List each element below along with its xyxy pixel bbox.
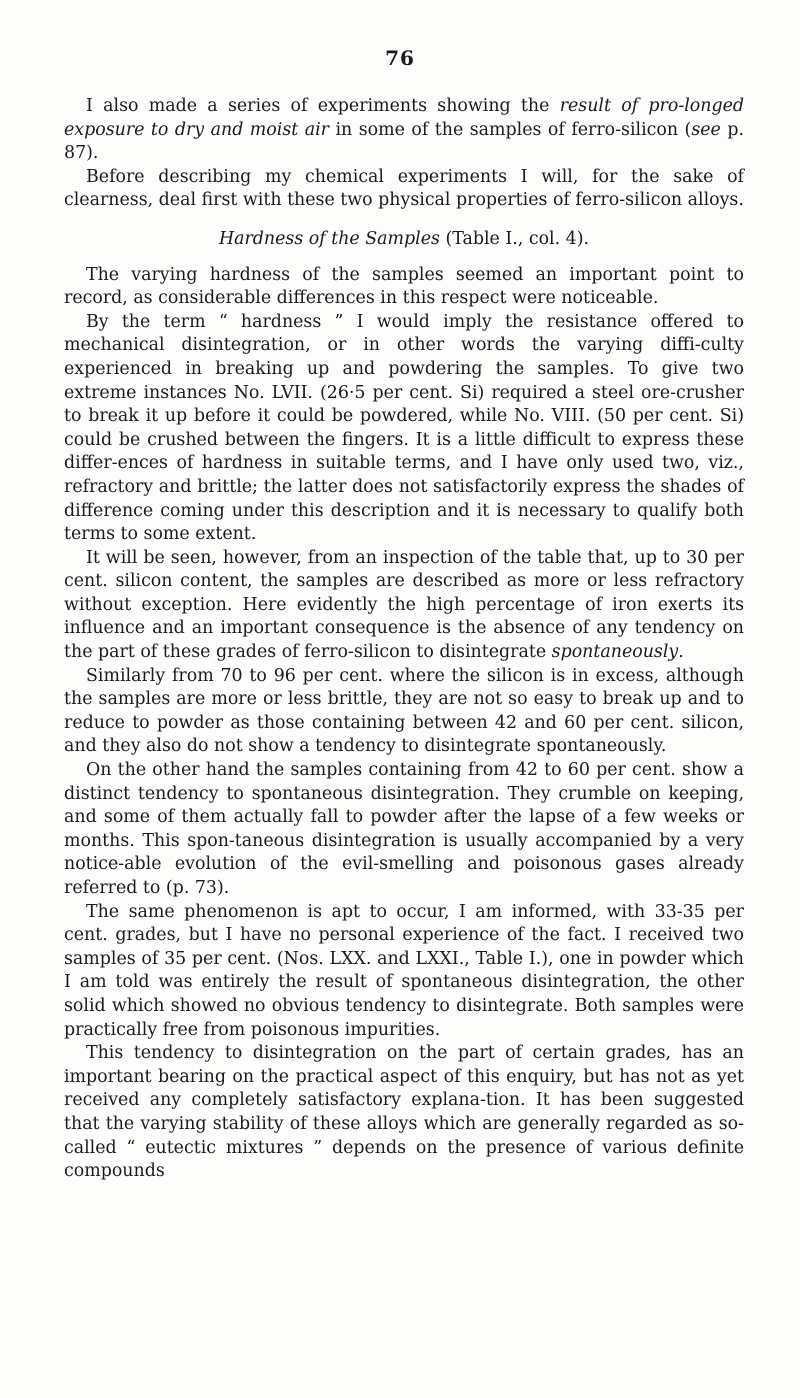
paragraph [64, 547, 744, 665]
paragraph: The same phenomenon is apt to occur, I am informed, with 33-35 per cent. grades, but I have no personal experience of the fact. I received two samples of 35 per cent. (Nos. LXX. and LXXI., Table I.), one in powder which I am told was entirely the result of spontaneous disintegration, the other solid which showed no obvious tendency to disintegrate. Both samples were practically free from poisonous impurities. [64, 901, 744, 1040]
page-number: 76 [385, 46, 415, 70]
paragraph [64, 95, 744, 166]
heading-italic: Hardness of the Samples [218, 228, 440, 249]
paragraph-text: I also made a series of experiments showing the [86, 96, 560, 116]
body-text [64, 95, 744, 1184]
paragraph: This tendency to disintegration on the part of certain grades, has an important bearing on the practical aspect of this enquiry, but has not as yet received any completely satisfactory explana-tion. It has been suggested that the varying stability of these alloys which are generally regarded as so-called “ eutectic mixtures ” depends on the presence of various definite compounds [64, 1043, 744, 1182]
paragraph: Similarly from 70 to 96 per cent. where the silicon is in excess, although the samples are more or less brittle, they are not so easy to break up and to reduce to powder as those containing between 42 and 60 per cent. silicon, and they also do not show a tendency to disintegrate spontaneously. [64, 665, 744, 757]
paragraph: The varying hardness of the samples seemed an important point to record, as considerable differences in this respect were noticeable. [64, 264, 744, 309]
paragraph-text: in some of the samples of ferro-silicon ( [328, 119, 692, 140]
italic-phrase: spontaneously [551, 642, 679, 663]
section-heading [64, 228, 744, 252]
italic-phrase: see [691, 119, 721, 140]
paragraph: Before describing my chemical experiments I will, for the sake of clearness, deal first with these two physical properties of ferro-silicon alloys. [64, 166, 744, 211]
paragraph-text: p. 87). [64, 119, 744, 164]
heading-reference: (Table I., col. 4). [439, 228, 590, 249]
paragraph: By the term “ hardness ” I would imply the resistance offered to mechanical disintegration, or in other words the varying diffi-culty experienced in breaking up and powdering the samples. To give two extreme instances No. LVII. (26·5 per cent. Si) required a steel ore-crusher to break it up before it could be powdered, while No. VIII. (50 per cent. Si) could be crushed between the fingers. It is a little difficult to express these differ-ences of hardness in suitable terms, and I have only used two, viz., refractory and brittle; the latter does not satisfactorily express the shades of difference coming under this description and it is necessary to qualify both terms to some extent. [64, 311, 744, 545]
paragraph-text: . [678, 642, 684, 663]
italic-phrase: result of pro-longed exposure to dry and moist air [64, 96, 745, 140]
paragraph: On the other hand the samples containing from 42 to 60 per cent. show a distinct tendency to spontaneous disintegration. They crumble on keeping, and some of them actually fall to powder after the lapse of a few weeks or months. This spon-taneous disintegration is usually accompanied by a very notice-able evolution of the evil-smelling and poisonous gases already referred to (p. 73). [64, 760, 744, 898]
paragraph-text: It will be seen, however, from an inspection of the table that, up to 30 per cent. silicon content, the samples are described as more or less refractory without exception. Here evidently the high percentage of iron exerts its influence and an important consequence is the absence of any tendency on the part of these grades of ferro-silicon to disintegrate [64, 547, 744, 663]
